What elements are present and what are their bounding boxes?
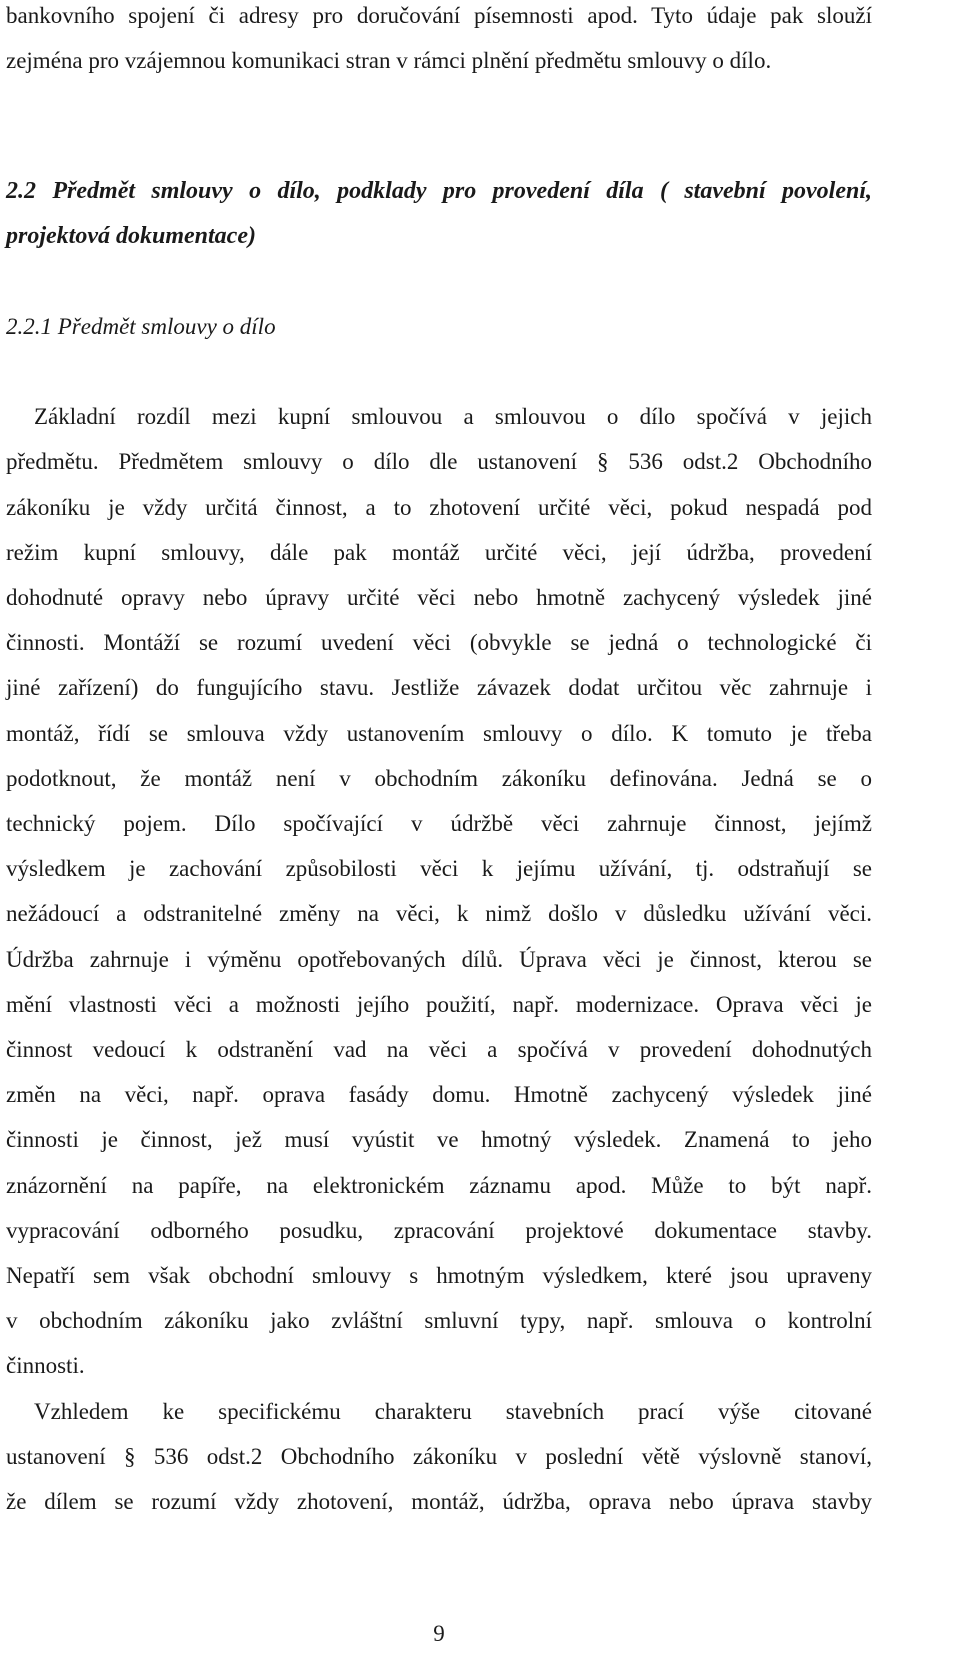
paragraph-line: činnosti. Montáží se rozumí uvedení věci (obvykle se jedná o technologické či	[6, 630, 872, 655]
paragraph-line: dohodnuté opravy nebo úpravy určité věci nebo hmotně zachycený výsledek jiné	[6, 585, 872, 610]
paragraph-line: podotknout, že montáž není v obchodním zákoníku definována. Jedná se o	[6, 766, 872, 791]
paragraph-line: že dílem se rozumí vždy zhotovení, montáž, údržba, oprava nebo úprava stavby	[6, 1489, 872, 1514]
paragraph-line: bankovního spojení či adresy pro doručování písemnosti apod. Tyto údaje pak slouží	[6, 3, 872, 28]
section-heading: projektová dokumentace)	[6, 223, 256, 249]
subsection-heading: 2.2.1 Předmět smlouvy o dílo	[6, 314, 276, 339]
paragraph-line: vypracování odborného posudku, zpracování projektové dokumentace stavby.	[6, 1218, 872, 1243]
paragraph-line: výsledkem je zachování způsobilosti věci k jejímu užívání, tj. odstraňují se	[6, 856, 872, 881]
paragraph-line: Základní rozdíl mezi kupní smlouvou a smlouvou o dílo spočívá v jejich	[34, 404, 872, 429]
paragraph-line: znázornění na papíře, na elektronickém záznamu apod. Může to být např.	[6, 1173, 872, 1198]
paragraph-line: Nepatří sem však obchodní smlouvy s hmotným výsledkem, které jsou upraveny	[6, 1263, 872, 1288]
paragraph-line: montáž, řídí se smlouva vždy ustanovením smlouvy o dílo. K tomuto je třeba	[6, 721, 872, 746]
paragraph-line: změn na věci, např. oprava fasády domu. Hmotně zachycený výsledek jiné	[6, 1082, 872, 1107]
section-heading: 2.2 Předmět smlouvy o dílo, podklady pro provedení díla ( stavební povolení,	[6, 178, 872, 204]
paragraph-line: Údržba zahrnuje i výměnu opotřebovaných dílů. Úprava věci je činnost, kterou se	[6, 947, 872, 972]
paragraph-line: technický pojem. Dílo spočívající v údržbě věci zahrnuje činnost, jejímž	[6, 811, 872, 836]
page-number: 9	[433, 1621, 445, 1646]
paragraph-line: mění vlastnosti věci a možnosti jejího použití, např. modernizace. Oprava věci je	[6, 992, 872, 1017]
paragraph-line: činnosti je činnost, jež musí vyústit ve hmotný výsledek. Znamená to jeho	[6, 1127, 872, 1152]
paragraph-line: zejména pro vzájemnou komunikaci stran v rámci plnění předmětu smlouvy o dílo.	[6, 48, 772, 73]
paragraph-line: nežádoucí a odstranitelné změny na věci, k nimž došlo v důsledku užívání věci.	[6, 901, 872, 926]
paragraph-line: předmětu. Předmětem smlouvy o dílo dle ustanovení § 536 odst.2 Obchodního	[6, 449, 872, 474]
paragraph-line: v obchodním zákoníku jako zvláštní smluvní typy, např. smlouva o kontrolní	[6, 1308, 872, 1333]
paragraph-line: ustanovení § 536 odst.2 Obchodního zákoníku v poslední větě výslovně stanoví,	[6, 1444, 872, 1469]
paragraph-line: jiné zařízení) do fungujícího stavu. Jestliže závazek dodat určitou věc zahrnuje i	[6, 675, 872, 700]
paragraph-line: činnosti.	[6, 1353, 85, 1378]
paragraph-line: zákoníku je vždy určitá činnost, a to zhotovení určité věci, pokud nespadá pod	[6, 495, 872, 520]
paragraph-line: režim kupní smlouvy, dále pak montáž určité věci, její údržba, provedení	[6, 540, 872, 565]
paragraph-line: činnost vedoucí k odstranění vad na věci a spočívá v provedení dohodnutých	[6, 1037, 872, 1062]
paragraph-line: Vzhledem ke specifickému charakteru stavebních prací výše citované	[34, 1399, 872, 1424]
